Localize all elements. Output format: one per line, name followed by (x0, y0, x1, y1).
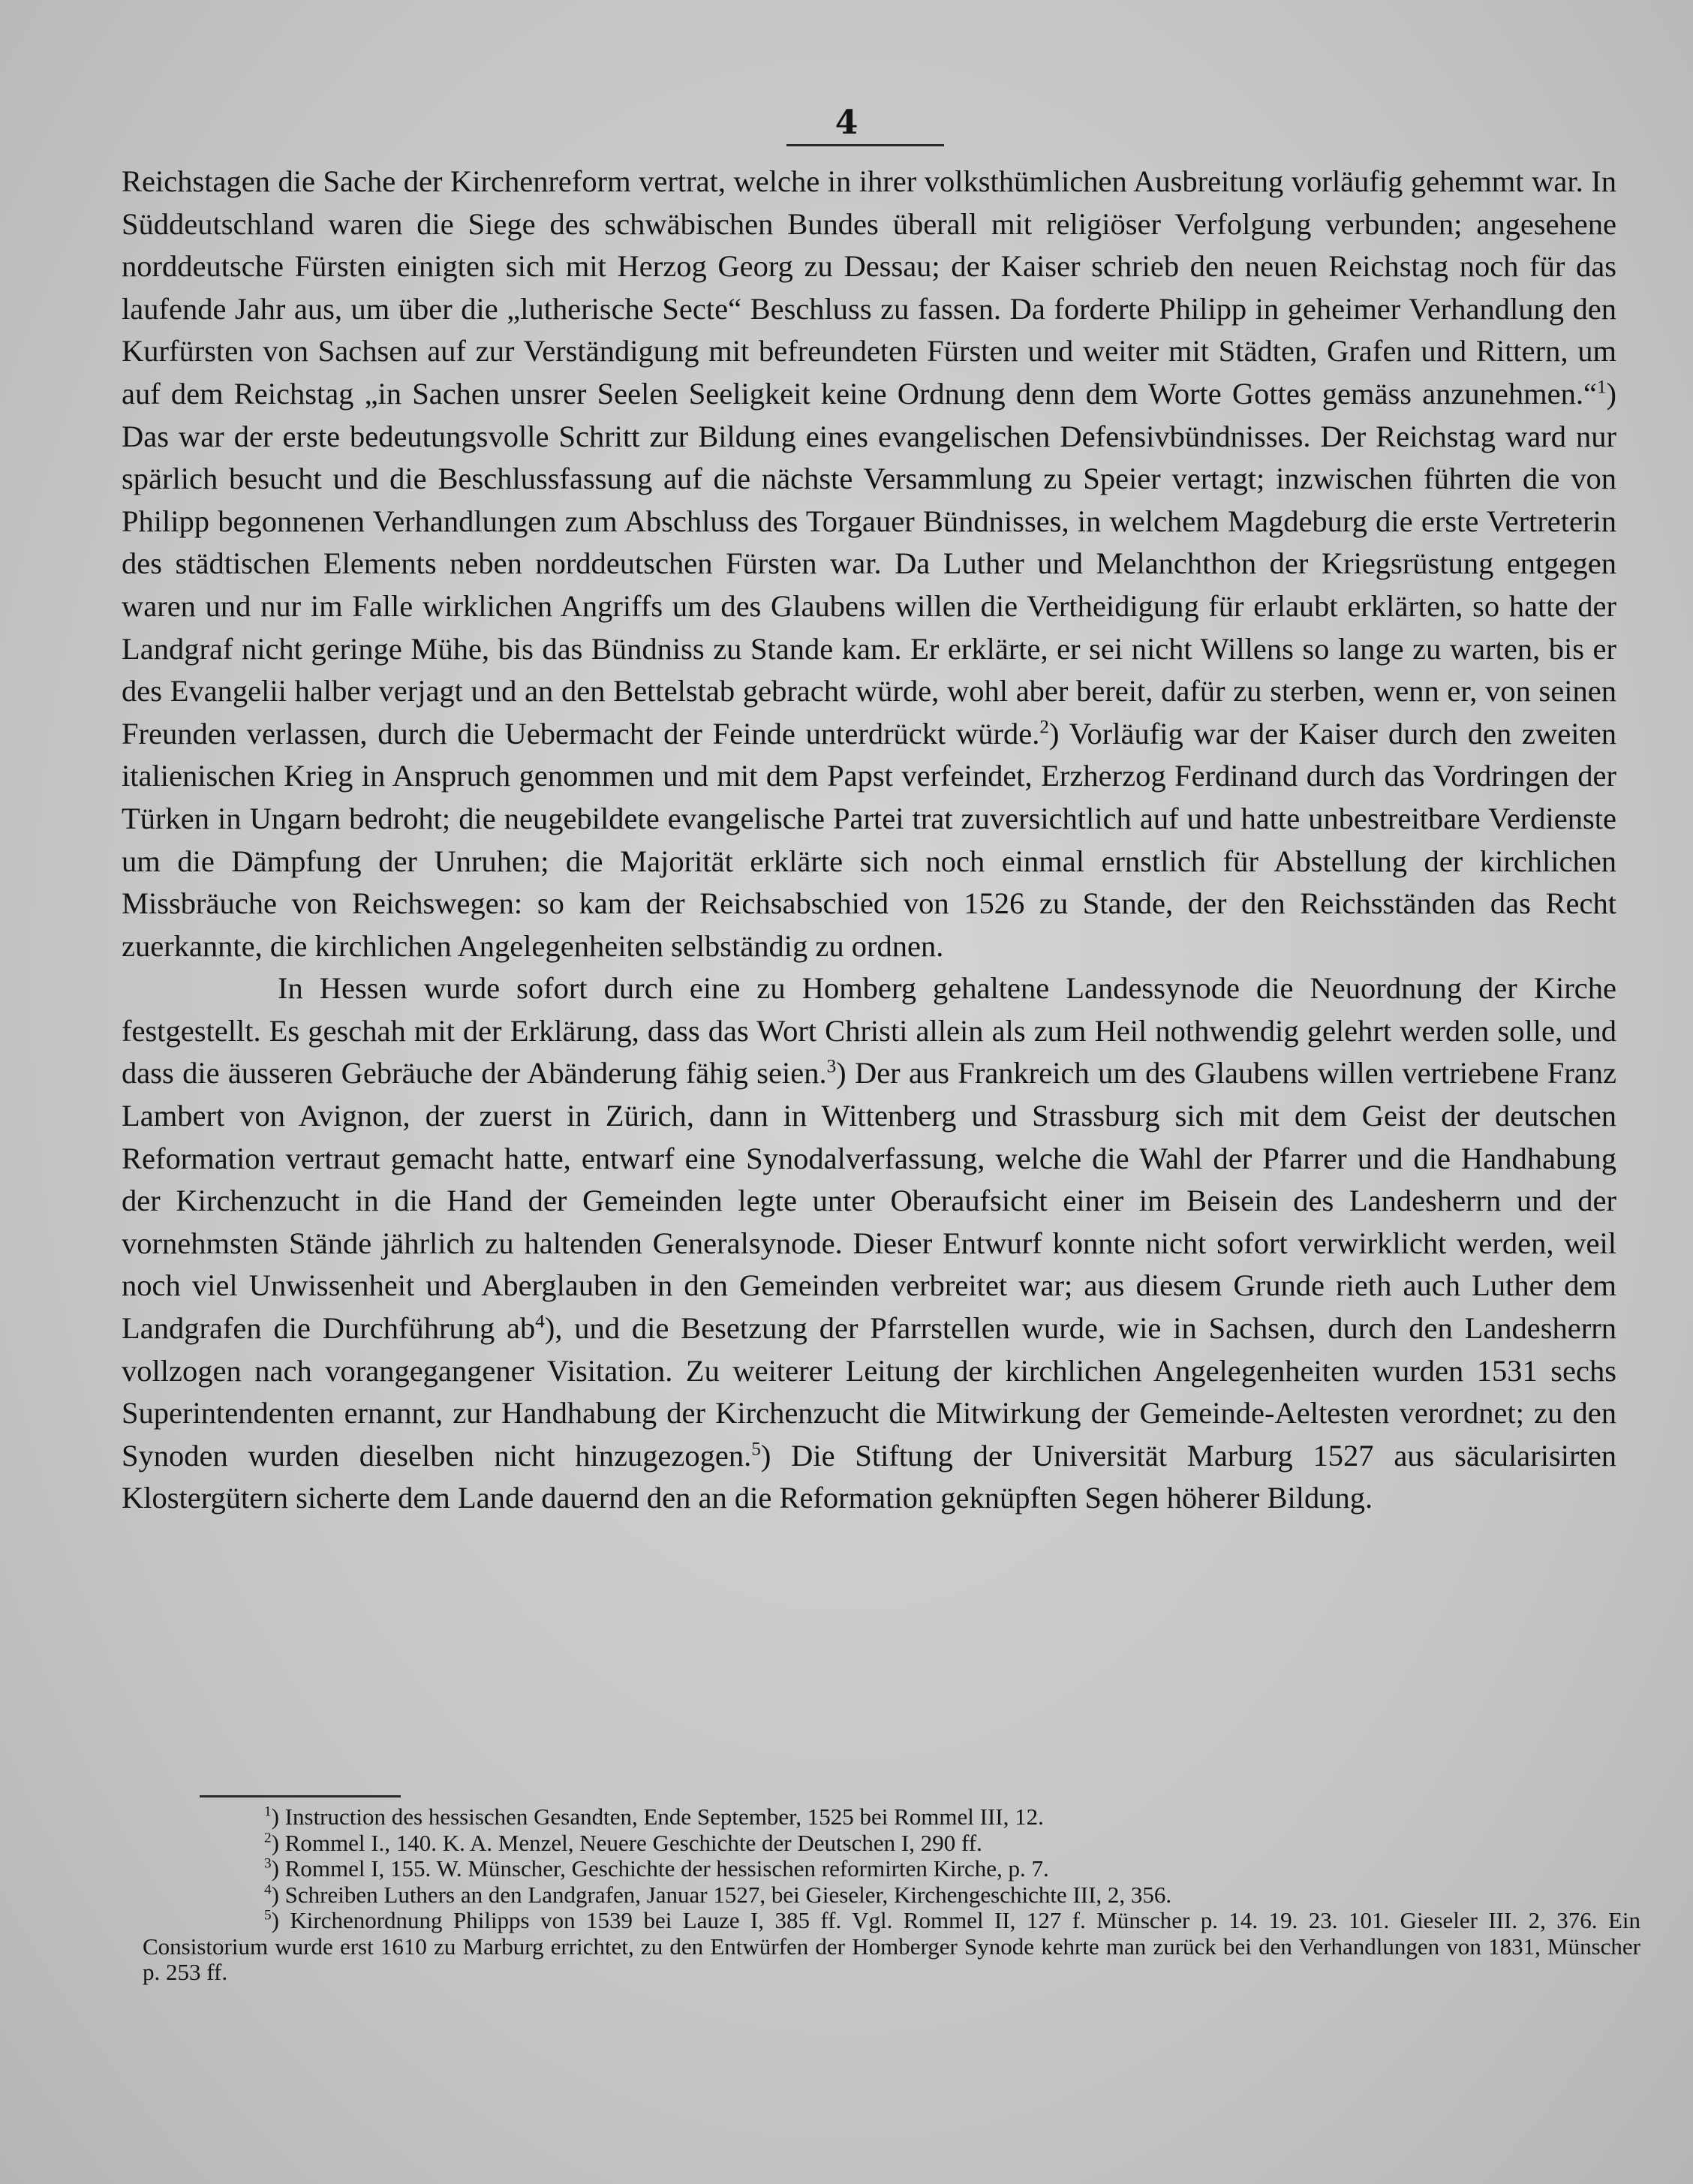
paragraph-2-text-3: ), und die Besetzung der Pfarrstellen wurde, wie in Sachsen, durch den Landesherrn vollzogen nach vorangegangener Visitation. Zu weiterer Leitung der kirchlichen Angelegenheiten wurden 1531 sechs Superintendenten ernannt, zur Handhabung der Kirchenzucht die Mitwirkung der Gemeinde-Aeltesten verordnet; zu den Synoden wurden dieselben nicht hinzugezogen. (122, 1311, 1616, 1473)
footnote-ref-5: 5 (751, 1439, 761, 1460)
footnote-text: ) Rommel I., 140. K. A. Menzel, Neuere Geschichte der Deutschen I, 290 ff. (271, 1829, 982, 1856)
paragraph-2 (122, 967, 1616, 1520)
footnote-text: ) Kirchenordnung Philipps von 1539 bei Lauze I, 385 ff. Vgl. Rommel II, 127 f. Münscher p. 14. 19. 23. 101. Gieseler III. 2, 376. Ein Consistorium wurde erst 1610 zu Marburg errichtet, zu den Entwürfen der Homberger Synode kehrte man zurück bei den Verhandlungen von 1831, Münscher p. 253 ff. (143, 1907, 1640, 1985)
footnote-5 (143, 1908, 1640, 1986)
paragraph-1-text-3: ) Vorläufig war der Kaiser durch den zweiten italienischen Krieg in Anspruch genommen und mit dem Papst verfeindet, Erzherzog Ferdinand durch das Vordringen der Türken in Ungarn bedroht; die neugebildete evangelische Partei trat zuversichtlich auf und hatte unbestreitbare Verdienste um die Dämpfung der Unruhen; die Majorität erklärte sich noch einmal ernstlich für Abstellung der kirchlichen Missbräuche von Reichswegen: so kam der Reichsabschied von 1526 zu Stande, der den Reichsständen das Recht zuerkannte, die kirchlichen Angelegenheiten selbständig zu ordnen. (122, 716, 1616, 963)
footnote-ref-2: 2 (1039, 717, 1049, 738)
footnote-ref-1: 1 (1596, 377, 1607, 398)
footnotes (143, 1804, 1640, 1986)
paragraph-1-text-1: Reichstagen die Sache der Kirchenreform vertrat, welche in ihrer volksthümlichen Ausbreitung vorläufig gehemmt war. In Süddeutschland waren die Siege des schwäbischen Bundes überall mit religiöser Verfolgung verbunden; angesehene norddeutsche Fürsten einigten sich mit Herzog Georg zu Dessau; der Kaiser schrieb den neuen Reichstag noch für das laufende Jahr aus, um über die „lutherische Secte“ Beschluss zu fassen. Da forderte Philipp in geheimer Verhandlung den Kurfürsten von Sachsen auf zur Verständigung mit befreundeten Fürsten und weiter mit Städten, Grafen und Rittern, um auf dem Reichstag „in Sachen unsrer Seelen Seeligkeit keine Ordnung denn dem Worte Gottes gemäss anzunehmen.“ (122, 164, 1616, 411)
footnote-2 (143, 1831, 1640, 1857)
paragraph-2-text-4: ) Die Stiftung der Universität Marburg 1527 aus säcularisirten Klostergütern sicherte dem Lande dauernd den an die Reformation geknüpften Segen höherer Bildung. (122, 1438, 1616, 1515)
footnote-mark: 5 (264, 1907, 272, 1924)
footnote-ref-4: 4 (535, 1311, 545, 1332)
paragraph-1-text-2: ) Das war der erste bedeutungsvolle Schritt zur Bildung eines evangelischen Defensivbündnisses. Der Reichstag ward nur spärlich besucht und die Beschlussfassung auf die nächste Versammlung zu Speier vertagt; inzwischen führten die von Philipp begonnenen Verhandlungen zum Abschluss des Torgauer Bündnisses, in welchem Magdeburg die erste Vertreterin des städtischen Elements neben norddeutschen Fürsten war. Da Luther und Melanchthon der Kriegsrüstung entgegen waren und nur im Falle wirklichen Angriffs um des Glaubens willen die Vertheidigung für erlaubt erklärten, so hatte der Landgraf nicht geringe Mühe, bis das Bündniss zu Stande kam. Er erklärte, er sei nicht Willens so lange zu warten, bis er des Evangelii halber verjagt und an den Bettelstab gebracht würde, wohl aber bereit, dafür zu sterben, wenn er, von seinen Freunden verlassen, durch die Uebermacht der Feinde unterdrückt würde. (122, 376, 1616, 751)
paragraph-1 (122, 161, 1616, 967)
footnote-mark: 4 (264, 1882, 272, 1898)
page-number: 4 (834, 104, 859, 142)
paragraph-2-text-2: ) Der aus Frankreich um des Glaubens willen vertriebene Franz Lambert von Avignon, der zuerst in Zürich, dann in Wittenberg und Strassburg sich mit dem Geist der deutschen Reformation vertraut gemacht hatte, entwarf eine Synodalverfassung, welche die Wahl der Pfarrer und die Handhabung der Kirchenzucht in die Hand der Gemeinden legte unter Oberaufsicht einer im Beisein des Landesherrn und der vornehmsten Stände jährlich zu haltenden Generalsynode. Dieser Entwurf konnte nicht sofort verwirklicht werden, weil noch viel Unwissenheit und Aberglauben in den Gemeinden verbreitet war; aus diesem Grunde rieth auch Luther dem Landgrafen die Durchführung ab (122, 1056, 1616, 1346)
footnote-mark: 1 (264, 1803, 272, 1820)
footnote-rule (200, 1795, 401, 1797)
footnote-ref-3: 3 (826, 1056, 837, 1077)
footnote-3 (143, 1856, 1640, 1882)
footnote-1 (143, 1804, 1640, 1831)
footnote-text: ) Schreiben Luthers an den Landgrafen, Januar 1527, bei Gieseler, Kirchengeschichte III, 2, 356. (271, 1881, 1172, 1908)
footnote-mark: 2 (264, 1830, 272, 1846)
body-text (122, 161, 1616, 1520)
footnote-4 (143, 1882, 1640, 1909)
paragraph-2-text-1: In Hessen wurde sofort durch eine zu Homberg gehaltene Landessynode die Neuordnung der Kirche festgestellt. Es geschah mit der Erklärung, dass das Wort Christi allein als zum Heil nothwendig gelehrt werden solle, und dass die äusseren Gebräuche der Abänderung fähig seien. (122, 971, 1616, 1090)
footnote-mark: 3 (264, 1855, 272, 1872)
footnote-text: ) Rommel I, 155. W. Münscher, Geschichte der hessischen reformirten Kirche, p. 7. (271, 1855, 1049, 1882)
page-number-rule (786, 144, 944, 146)
footnote-text: ) Instruction des hessischen Gesandten, Ende September, 1525 bei Rommel III, 12. (271, 1803, 1044, 1830)
